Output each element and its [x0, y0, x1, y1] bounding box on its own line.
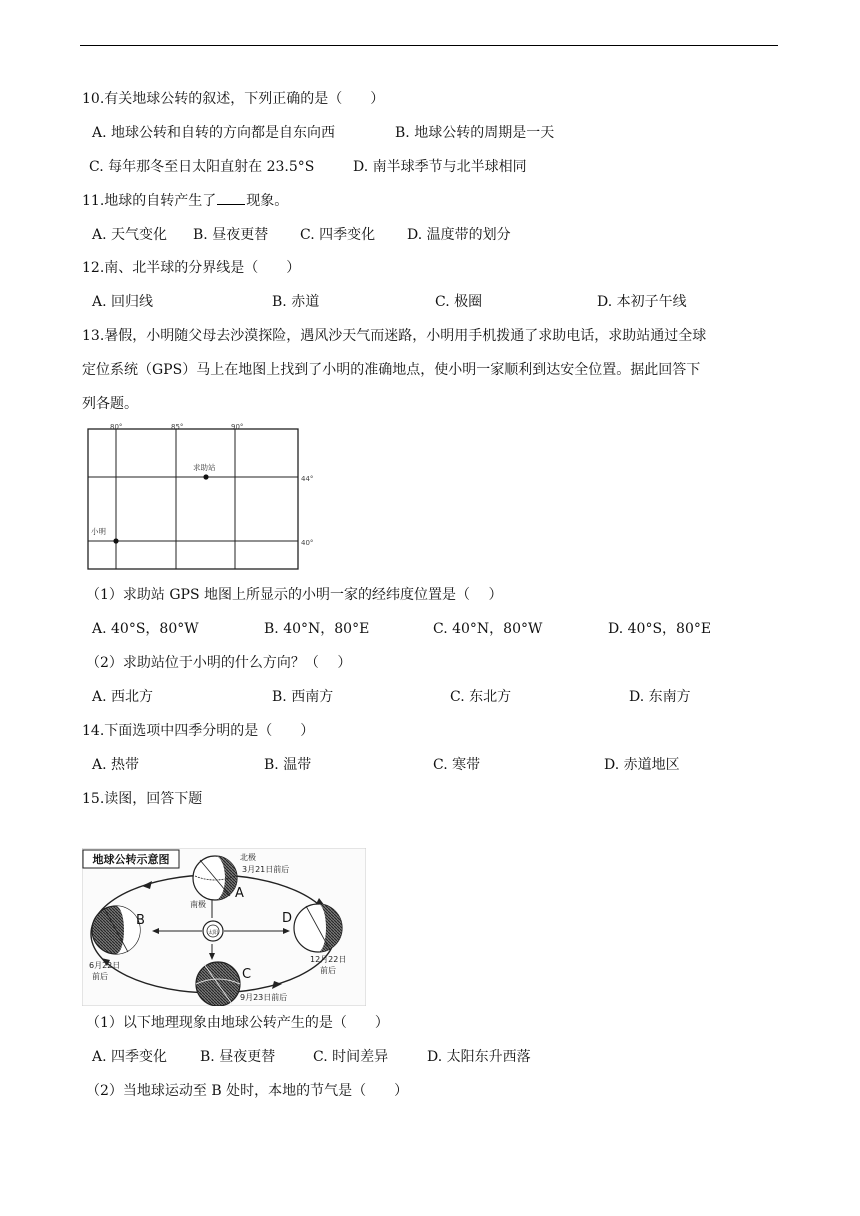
q15-sub1-stem: （1）以下地理现象由地球公转产生的是（ ） — [86, 1015, 389, 1031]
north-pole-label: 北极 — [240, 853, 256, 862]
q11-blank — [217, 190, 245, 205]
q12-option-d[interactable]: D. 本初子午线 — [597, 294, 687, 310]
date-c-label: 9月23日前后 — [240, 993, 288, 1002]
q13-sub2-option-b[interactable]: B. 西南方 — [272, 689, 334, 705]
q13-stem-line2: 定位系统（GPS）马上在地图上找到了小明的准确地点，使小明一家顺利到达安全位置。据此回答下 — [82, 362, 701, 378]
ming-label: 小明 — [91, 527, 106, 536]
earth-revolution-figure — [82, 848, 366, 1006]
q10-stem: 10.有关地球公转的叙述，下列正确的是（ ） — [82, 91, 385, 107]
q10-option-b[interactable]: B. 地球公转的周期是一天 — [395, 125, 555, 141]
ming-point — [113, 538, 118, 543]
q13-sub2-option-c[interactable]: C. 东北方 — [450, 689, 512, 705]
q10-option-c[interactable]: C. 每年那冬至日太阳直射在 23.5°S — [89, 159, 315, 175]
q15-sub1-option-c[interactable]: C. 时间差异 — [313, 1049, 389, 1065]
q15-sub1-option-a[interactable]: A. 四季变化 — [92, 1049, 168, 1065]
date-d-label-2: 前后 — [320, 966, 336, 975]
station-label: 求助站 — [193, 463, 216, 472]
q13-sub2-stem: （2）求助站位于小明的什么方向？（ ） — [86, 655, 352, 671]
q15-stem: 15.读图，回答下题 — [82, 791, 203, 807]
q11-option-a[interactable]: A. 天气变化 — [92, 227, 168, 243]
map-frame — [88, 429, 298, 569]
lon-label-85: 85° — [171, 423, 184, 431]
q12-stem: 12.南、北半球的分界线是（ ） — [82, 260, 301, 276]
date-b-label-1: 6月22日 — [89, 961, 121, 970]
lon-label-80: 80° — [110, 423, 123, 431]
q12-option-a[interactable]: A. 回归线 — [92, 294, 154, 310]
header-rule — [80, 45, 778, 46]
lon-label-90: 90° — [231, 423, 244, 431]
station-point — [203, 474, 208, 479]
q13-sub1-option-d[interactable]: D. 40°S，80°E — [608, 621, 712, 637]
q11-stem-before: 11.地球的自转产生了 — [82, 193, 217, 209]
q13-sub1-option-b[interactable]: B. 40°N，80°E — [264, 621, 370, 637]
q13-sub1-option-a[interactable]: A. 40°S，80°W — [92, 621, 199, 637]
date-d-label-1: 12月22日 — [310, 955, 347, 964]
q11-option-c[interactable]: C. 四季变化 — [300, 227, 376, 243]
date-a-label: 3月21日前后 — [242, 865, 290, 874]
q13-stem-line1: 13.暑假，小明随父母去沙漠探险，遇风沙天气而迷路，小明用手机拨通了求助电话，求助站通过全球 — [82, 328, 707, 344]
q14-option-d[interactable]: D. 赤道地区 — [604, 757, 680, 773]
q10-option-a[interactable]: A. 地球公转和自转的方向都是自东向西 — [92, 125, 336, 141]
q14-stem: 14.下面选项中四季分明的是（ ） — [82, 723, 315, 739]
q11-stem-after: 现象。 — [246, 193, 289, 209]
south-pole-label: 南极 — [190, 900, 206, 909]
q13-stem-line3: 列各题。 — [82, 396, 138, 412]
q13-sub2-option-a[interactable]: A. 西北方 — [92, 689, 154, 705]
q11-option-b[interactable]: B. 昼夜更替 — [193, 227, 269, 243]
lat-label-44: 44° — [301, 475, 314, 483]
q11-stem — [82, 190, 288, 211]
pos-a-label: A — [235, 886, 244, 901]
q14-option-b[interactable]: B. 温带 — [264, 757, 312, 773]
q14-option-c[interactable]: C. 寒带 — [433, 757, 481, 773]
q13-sub1-option-c[interactable]: C. 40°N，80°W — [433, 621, 543, 637]
sun-label: 太阳 — [207, 930, 219, 936]
pos-c-label: C — [242, 967, 252, 982]
pos-b-label: B — [136, 913, 145, 928]
q13-sub2-option-d[interactable]: D. 东南方 — [629, 689, 691, 705]
q10-option-d[interactable]: D. 南半球季节与北半球相同 — [353, 159, 527, 175]
date-b-label-2: 前后 — [92, 972, 108, 981]
q12-option-b[interactable]: B. 赤道 — [272, 294, 320, 310]
q11-option-d[interactable]: D. 温度带的划分 — [407, 227, 511, 243]
q15-sub1-option-b[interactable]: B. 昼夜更替 — [200, 1049, 276, 1065]
figure-title: 地球公转示意图 — [92, 853, 170, 866]
q12-option-c[interactable]: C. 极圈 — [435, 294, 483, 310]
q15-sub2-stem: （2）当地球运动至 B 处时，本地的节气是（ ） — [86, 1083, 409, 1099]
q14-option-a[interactable]: A. 热带 — [92, 757, 140, 773]
gps-map-figure — [84, 420, 316, 572]
q15-sub1-option-d[interactable]: D. 太阳东升西落 — [427, 1049, 531, 1065]
q13-sub1-stem: （1）求助站 GPS 地图上所显示的小明一家的经纬度位置是（ ） — [86, 587, 503, 603]
lat-label-40: 40° — [301, 539, 314, 547]
pos-d-label: D — [282, 911, 293, 926]
